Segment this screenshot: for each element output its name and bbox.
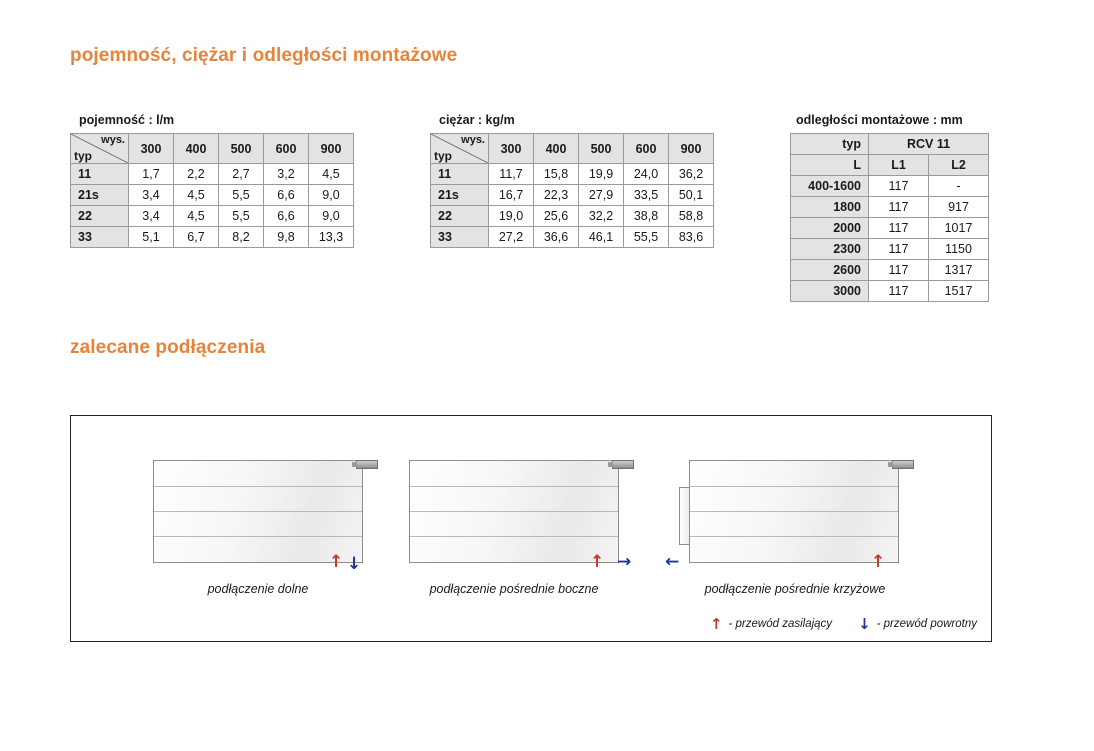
legend xyxy=(710,615,977,633)
table-cell: 117 xyxy=(869,176,929,197)
table-header-row xyxy=(71,134,354,164)
table-cell: 36,2 xyxy=(669,164,714,185)
table-cell: 83,6 xyxy=(669,227,714,248)
table-cell: - xyxy=(929,176,989,197)
valve-icon-2 xyxy=(612,460,634,469)
corner-header-cell xyxy=(431,134,489,164)
table-cell: 6,6 xyxy=(264,206,309,227)
diagram-caption-2: podłączenie pośrednie boczne xyxy=(429,582,599,596)
radiator-seam xyxy=(154,536,362,537)
table-cell: 3,4 xyxy=(129,206,174,227)
table-cell: 117 xyxy=(869,239,929,260)
capacity-table-caption: pojemność : l/m xyxy=(79,113,175,127)
table-cell: 15,8 xyxy=(534,164,579,185)
table-cell: 27,2 xyxy=(489,227,534,248)
row-header: 21s xyxy=(71,185,129,206)
table-cell: 19,9 xyxy=(579,164,624,185)
table-cell: 6,7 xyxy=(174,227,219,248)
table-row xyxy=(791,260,989,281)
valve-icon-1 xyxy=(356,460,378,469)
table-cell: 3,2 xyxy=(264,164,309,185)
radiator-seam xyxy=(690,536,898,537)
row-axis-label: typ xyxy=(434,149,452,163)
weight-table xyxy=(430,133,714,248)
mounting-table-caption: odległości montażowe : mm xyxy=(796,113,963,127)
table-row xyxy=(791,176,989,197)
column-header: 600 xyxy=(624,134,669,164)
mounting-model-header: RCV 11 xyxy=(869,134,989,155)
radiator-diagram-3 xyxy=(689,460,899,563)
row-header: 400-1600 xyxy=(791,176,869,197)
radiator-diagram-1 xyxy=(153,460,363,563)
column-header: 300 xyxy=(129,134,174,164)
row-header: 22 xyxy=(431,206,489,227)
row-header: 21s xyxy=(431,185,489,206)
table-cell: 2,2 xyxy=(174,164,219,185)
table-header-row xyxy=(791,134,989,155)
capacity-table xyxy=(70,133,354,248)
table-cell: 58,8 xyxy=(669,206,714,227)
mounting-l1-header: L1 xyxy=(869,155,929,176)
table-row xyxy=(431,227,714,248)
weight-table-block xyxy=(430,113,714,248)
table-cell: 1150 xyxy=(929,239,989,260)
row-header: 11 xyxy=(431,164,489,185)
mounting-l2-header: L2 xyxy=(929,155,989,176)
return-pipe-3 xyxy=(679,487,689,545)
column-axis-label: wys. xyxy=(461,134,485,146)
radiator-seam xyxy=(154,486,362,487)
table-cell: 5,1 xyxy=(129,227,174,248)
table-cell: 13,3 xyxy=(309,227,354,248)
table-cell: 33,5 xyxy=(624,185,669,206)
legend-supply-label: - przewód zasilający xyxy=(728,618,833,630)
table-cell: 38,8 xyxy=(624,206,669,227)
table-cell: 25,6 xyxy=(534,206,579,227)
table-cell: 36,6 xyxy=(534,227,579,248)
table-cell: 1517 xyxy=(929,281,989,302)
mounting-table xyxy=(790,133,989,302)
legend-return-label: - przewód powrotny xyxy=(876,618,977,630)
row-header: 33 xyxy=(71,227,129,248)
table-row xyxy=(71,227,354,248)
supply-arrow-icon-1: ↑ xyxy=(329,552,344,572)
table-cell: 5,5 xyxy=(219,206,264,227)
table-cell: 19,0 xyxy=(489,206,534,227)
table-cell: 46,1 xyxy=(579,227,624,248)
table-cell: 3,4 xyxy=(129,185,174,206)
table-cell: 22,3 xyxy=(534,185,579,206)
table-cell: 1317 xyxy=(929,260,989,281)
table-cell: 9,8 xyxy=(264,227,309,248)
table-cell: 5,5 xyxy=(219,185,264,206)
table-row xyxy=(791,239,989,260)
radiator-seam xyxy=(410,536,618,537)
table-subheader-row xyxy=(791,155,989,176)
table-cell: 4,5 xyxy=(174,206,219,227)
table-cell: 1,7 xyxy=(129,164,174,185)
return-arrow-icon-1: ↓ xyxy=(347,554,362,574)
table-cell: 50,1 xyxy=(669,185,714,206)
table-cell: 9,0 xyxy=(309,185,354,206)
page-title-capacity: pojemność, ciężar i odległości montażowe xyxy=(70,45,458,66)
column-header: 300 xyxy=(489,134,534,164)
table-cell: 24,0 xyxy=(624,164,669,185)
table-cell: 1017 xyxy=(929,218,989,239)
supply-arrow-icon-2: ↑ xyxy=(590,552,605,572)
table-row xyxy=(791,197,989,218)
row-header: 11 xyxy=(71,164,129,185)
return-arrow-icon-3: ← xyxy=(665,552,680,572)
table-header-row xyxy=(431,134,714,164)
row-header: 2000 xyxy=(791,218,869,239)
valve-icon-3 xyxy=(892,460,914,469)
table-row xyxy=(71,206,354,227)
column-header: 500 xyxy=(579,134,624,164)
radiator-seam xyxy=(410,486,618,487)
corner-header-cell xyxy=(71,134,129,164)
mounting-table-block xyxy=(790,113,989,302)
table-cell: 4,5 xyxy=(309,164,354,185)
table-cell: 117 xyxy=(869,281,929,302)
radiator-seam xyxy=(410,511,618,512)
radiator-seam xyxy=(154,511,362,512)
mounting-typ-header: typ xyxy=(791,134,869,155)
legend-supply-icon: ↑ xyxy=(709,615,723,633)
table-cell: 117 xyxy=(869,218,929,239)
table-row xyxy=(431,206,714,227)
table-cell: 2,7 xyxy=(219,164,264,185)
row-header: 33 xyxy=(431,227,489,248)
table-cell: 117 xyxy=(869,197,929,218)
column-header: 900 xyxy=(309,134,354,164)
row-header: 22 xyxy=(71,206,129,227)
radiator-seam xyxy=(690,486,898,487)
connections-panel xyxy=(70,415,992,642)
diagram-caption-3: podłączenie pośrednie krzyżowe xyxy=(704,582,886,596)
row-axis-label: typ xyxy=(74,149,92,163)
page-title-connections: zalecane podłączenia xyxy=(70,337,266,358)
supply-arrow-icon-3: ↑ xyxy=(871,552,886,572)
table-cell: 16,7 xyxy=(489,185,534,206)
table-cell: 32,2 xyxy=(579,206,624,227)
column-axis-label: wys. xyxy=(101,134,125,146)
column-header: 400 xyxy=(174,134,219,164)
diagram-caption-1: podłączenie dolne xyxy=(207,582,309,596)
table-row xyxy=(791,218,989,239)
capacity-table-block xyxy=(70,113,354,248)
table-cell: 8,2 xyxy=(219,227,264,248)
radiator-seam xyxy=(690,511,898,512)
row-header: 3000 xyxy=(791,281,869,302)
table-row xyxy=(431,185,714,206)
legend-return-icon: ↓ xyxy=(858,615,871,633)
table-row xyxy=(791,281,989,302)
column-header: 600 xyxy=(264,134,309,164)
row-header: 1800 xyxy=(791,197,869,218)
mounting-l-header: L xyxy=(791,155,869,176)
table-row xyxy=(71,164,354,185)
table-cell: 6,6 xyxy=(264,185,309,206)
table-cell: 117 xyxy=(869,260,929,281)
column-header: 400 xyxy=(534,134,579,164)
return-arrow-icon-2: → xyxy=(617,552,632,572)
table-cell: 917 xyxy=(929,197,989,218)
column-header: 500 xyxy=(219,134,264,164)
table-cell: 9,0 xyxy=(309,206,354,227)
row-header: 2300 xyxy=(791,239,869,260)
table-cell: 4,5 xyxy=(174,185,219,206)
table-cell: 27,9 xyxy=(579,185,624,206)
weight-table-caption: ciężar : kg/m xyxy=(439,113,515,127)
row-header: 2600 xyxy=(791,260,869,281)
radiator-diagram-2 xyxy=(409,460,619,563)
table-row xyxy=(71,185,354,206)
table-cell: 11,7 xyxy=(489,164,534,185)
table-row xyxy=(431,164,714,185)
table-cell: 55,5 xyxy=(624,227,669,248)
column-header: 900 xyxy=(669,134,714,164)
